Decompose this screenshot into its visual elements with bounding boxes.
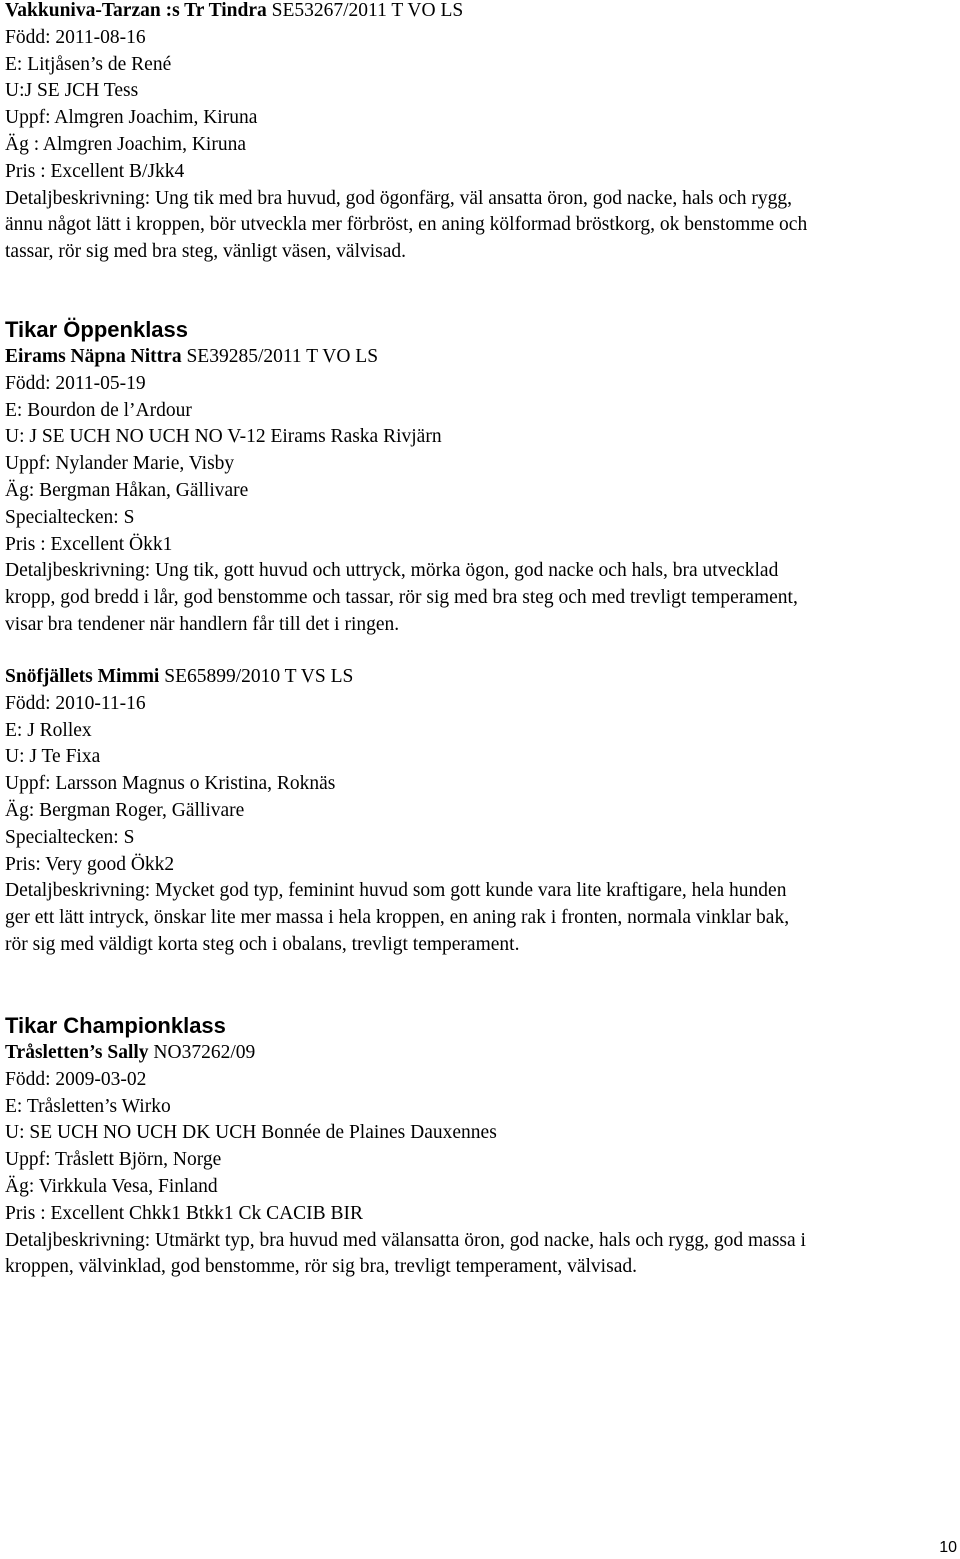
owner: Äg: Bergman Roger, Gällivare (5, 799, 245, 821)
registration-number: SE53267/2011 T VO LS (266, 0, 464, 21)
description-line: kropp, god bredd i lår, god benstomme och tassar, rör sig med bra steg och med trevligt temperament, (5, 587, 798, 609)
sire: E: Tråsletten’s Wirko (5, 1095, 171, 1117)
description-line: tassar, rör sig med bra steg, vänligt väsen, välvisad. (5, 241, 407, 263)
dam: U: SE UCH NO UCH DK UCH Bonnée de Plaines Dauxennes (5, 1122, 497, 1144)
dog-title-line (5, 1040, 806, 1067)
dam: U: J SE UCH NO UCH NO V-12 Eirams Raska Rivjärn (5, 426, 442, 448)
registration-number: SE39285/2011 T VO LS (181, 346, 379, 367)
dog-entry (5, 1040, 806, 1281)
description-line: rör sig med väldigt korta steg och i obalans, trevligt temperament. (5, 933, 520, 955)
description-line: Detaljbeskrivning: Utmärkt typ, bra huvud med välansatta öron, god nacke, hals och rygg, god massa i (5, 1229, 806, 1251)
dog-title-line (5, 0, 807, 25)
dog-name: Eirams Näpna Nittra (5, 346, 182, 367)
sire: E: Bourdon de l’Ardour (5, 399, 192, 421)
owner: Äg : Almgren Joachim, Kiruna (5, 133, 246, 155)
page-number: 10 (939, 1539, 957, 1556)
dog-title-line (5, 344, 798, 371)
description-line: Detaljbeskrivning: Ung tik, gott huvud och uttryck, mörka ögon, god nacke och hals, bra utvecklad (5, 560, 779, 582)
owner: Äg: Bergman Håkan, Gällivare (5, 479, 249, 501)
registration-number: NO37262/09 (148, 1042, 256, 1063)
dog-name: Tråsletten’s Sally (5, 1042, 149, 1063)
description-line: Detaljbeskrivning: Mycket god typ, feminint huvud som gott kunde vara lite kraftigare, hela hunden (5, 880, 787, 902)
section-heading-open-class: Tikar Öppenklass (5, 317, 189, 342)
dog-entry (5, 0, 807, 266)
dam: U:J SE JCH Tess (5, 80, 139, 102)
breeder: Uppf: Almgren Joachim, Kiruna (5, 107, 258, 129)
award: Pris : Excellent Ökk1 (5, 533, 173, 555)
registration-number: SE65899/2010 T VS LS (159, 666, 354, 687)
description-line: kroppen, välvinklad, god benstomme, rör sig bra, trevligt temperament, välvisad. (5, 1256, 637, 1278)
dog-entry (5, 664, 789, 959)
dog-entry (5, 344, 798, 639)
special-mark: Specialtecken: S (5, 826, 135, 848)
birth-date: Född: 2010-11-16 (5, 692, 146, 714)
description-line: ännu något lätt i kroppen, bör utveckla mer förbröst, en aning kölformad bröstkorg, ok benstomme och (5, 214, 808, 236)
dam: U: J Te Fixa (5, 746, 101, 768)
dog-title-line (5, 664, 789, 691)
breeder: Uppf: Tråslett Björn, Norge (5, 1149, 222, 1171)
sire: E: J Rollex (5, 719, 92, 741)
description-line: visar bra tendener när handlern får till det i ringen. (5, 613, 400, 635)
breeder: Uppf: Larsson Magnus o Kristina, Roknäs (5, 773, 336, 795)
sire: E: Litjåsen’s de René (5, 53, 172, 75)
dog-name: Vakkuniva-Tarzan :s Tr Tindra (5, 0, 267, 21)
special-mark: Specialtecken: S (5, 506, 135, 528)
award: Pris: Very good Ökk2 (5, 853, 175, 875)
award: Pris : Excellent B/Jkk4 (5, 160, 185, 182)
description-line: Detaljbeskrivning: Ung tik med bra huvud, god ögonfärg, väl ansatta öron, god nacke, hals och rygg, (5, 187, 793, 209)
award: Pris : Excellent Chkk1 Btkk1 Ck CACIB BIR (5, 1202, 364, 1224)
birth-date: Född: 2009-03-02 (5, 1068, 147, 1090)
birth-date: Född: 2011-05-19 (5, 372, 146, 394)
birth-date: Född: 2011-08-16 (5, 26, 146, 48)
section-heading-champion-class: Tikar Championklass (5, 1013, 226, 1038)
breeder: Uppf: Nylander Marie, Visby (5, 453, 235, 475)
dog-name: Snöfjällets Mimmi (5, 666, 160, 687)
owner: Äg: Virkkula Vesa, Finland (5, 1175, 218, 1197)
description-line: ger ett lätt intryck, önskar lite mer massa i hela kroppen, en aning rak i fronten, normala vinklar bak, (5, 907, 790, 929)
